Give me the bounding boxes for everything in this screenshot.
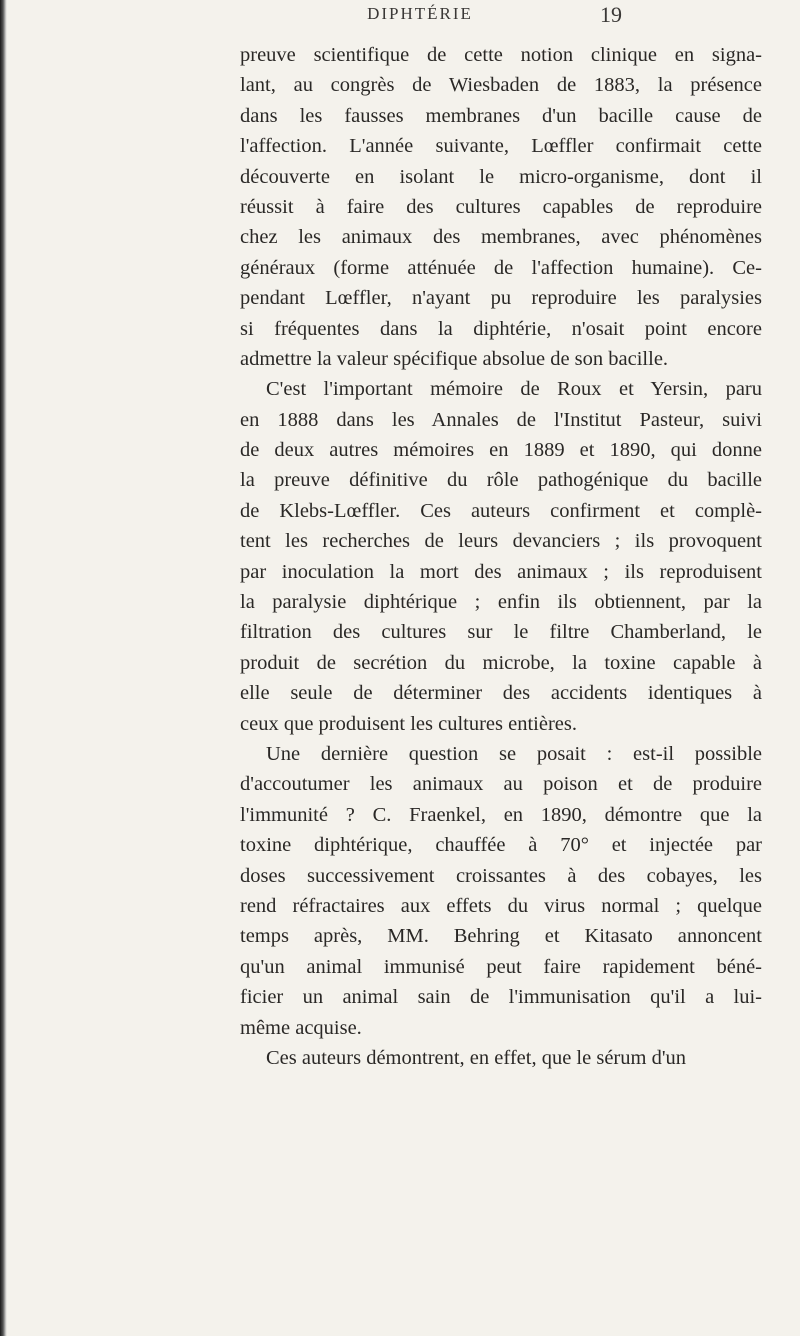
page-gutter-shadow bbox=[0, 0, 7, 1336]
text-line: de Klebs-Lœffler. Ces auteurs confirment et complè- bbox=[240, 499, 762, 522]
text-line: ficier un animal sain de l'immunisation qu'il a lui- bbox=[240, 986, 762, 1009]
running-title: DIPHTÉRIE bbox=[367, 4, 473, 23]
text-line: réussit à faire des cultures capables de reproduire bbox=[240, 195, 762, 218]
text-line: de deux autres mémoires en 1889 et 1890, qui donne bbox=[240, 439, 762, 462]
text-line: l'immunité ? C. Fraenkel, en 1890, démontre que la bbox=[240, 803, 762, 826]
text-line: filtration des cultures sur le filtre Chamberland, le bbox=[240, 621, 762, 644]
text-line: rend réfractaires aux effets du virus normal ; quelque bbox=[240, 894, 762, 917]
text-line: elle seule de déterminer des accidents identiques à bbox=[240, 682, 762, 705]
text-line: la preuve définitive du rôle pathogénique du bacille bbox=[240, 469, 762, 492]
text-line: d'accoutumer les animaux au poison et de produire bbox=[240, 773, 762, 796]
text-line: temps après, MM. Behring et Kitasato annoncent bbox=[240, 925, 762, 948]
text-line: l'affection. L'année suivante, Lœffler confirmait cette bbox=[240, 135, 762, 158]
paragraph-start-line: Ces auteurs démontrent, en effet, que le sérum d'un bbox=[266, 1046, 687, 1069]
text-line: même acquise. bbox=[240, 1016, 362, 1039]
text-line: par inoculation la mort des animaux ; ils reproduisent bbox=[240, 560, 762, 583]
text-line: découverte en isolant le micro-organisme, dont il bbox=[240, 165, 762, 188]
text-line: admettre la valeur spécifique absolue de son bacille. bbox=[240, 347, 669, 370]
text-line: doses successivement croissantes à des cobayes, les bbox=[240, 864, 762, 887]
text-line: si fréquentes dans la diphtérie, n'osait point encore bbox=[240, 317, 762, 340]
text-line: la paralysie diphtérique ; enfin ils obtiennent, par la bbox=[240, 591, 762, 614]
text-line: tent les recherches de leurs devanciers ; ils provoquent bbox=[240, 530, 762, 553]
text-line: en 1888 dans les Annales de l'Institut Pasteur, suivi bbox=[240, 408, 762, 431]
text-line: preuve scientifique de cette notion clinique en signa- bbox=[240, 44, 762, 66]
text-line: lant, au congrès de Wiesbaden de 1883, la présence bbox=[240, 74, 762, 97]
running-header bbox=[0, 0, 800, 36]
text-line: qu'un animal immunisé peut faire rapidement béné- bbox=[240, 955, 762, 978]
text-line: produit de secrétion du microbe, la toxine capable à bbox=[240, 651, 762, 674]
text-line: dans les fausses membranes d'un bacille cause de bbox=[240, 104, 762, 127]
text-line: toxine diphtérique, chauffée à 70° et injectée par bbox=[240, 834, 762, 857]
paragraph-start-line: Une dernière question se posait : est-il possible bbox=[266, 742, 762, 765]
text-line: pendant Lœffler, n'ayant pu reproduire les paralysies bbox=[240, 287, 762, 310]
text-line: généraux (forme atténuée de l'affection humaine). Ce- bbox=[240, 256, 762, 279]
page-number: 19 bbox=[600, 2, 622, 27]
body-text bbox=[240, 40, 762, 1073]
text-line: chez les animaux des membranes, avec phénomènes bbox=[240, 226, 762, 249]
paragraph-start-line: C'est l'important mémoire de Roux et Yersin, paru bbox=[266, 378, 762, 401]
text-line: ceux que produisent les cultures entières. bbox=[240, 712, 577, 735]
